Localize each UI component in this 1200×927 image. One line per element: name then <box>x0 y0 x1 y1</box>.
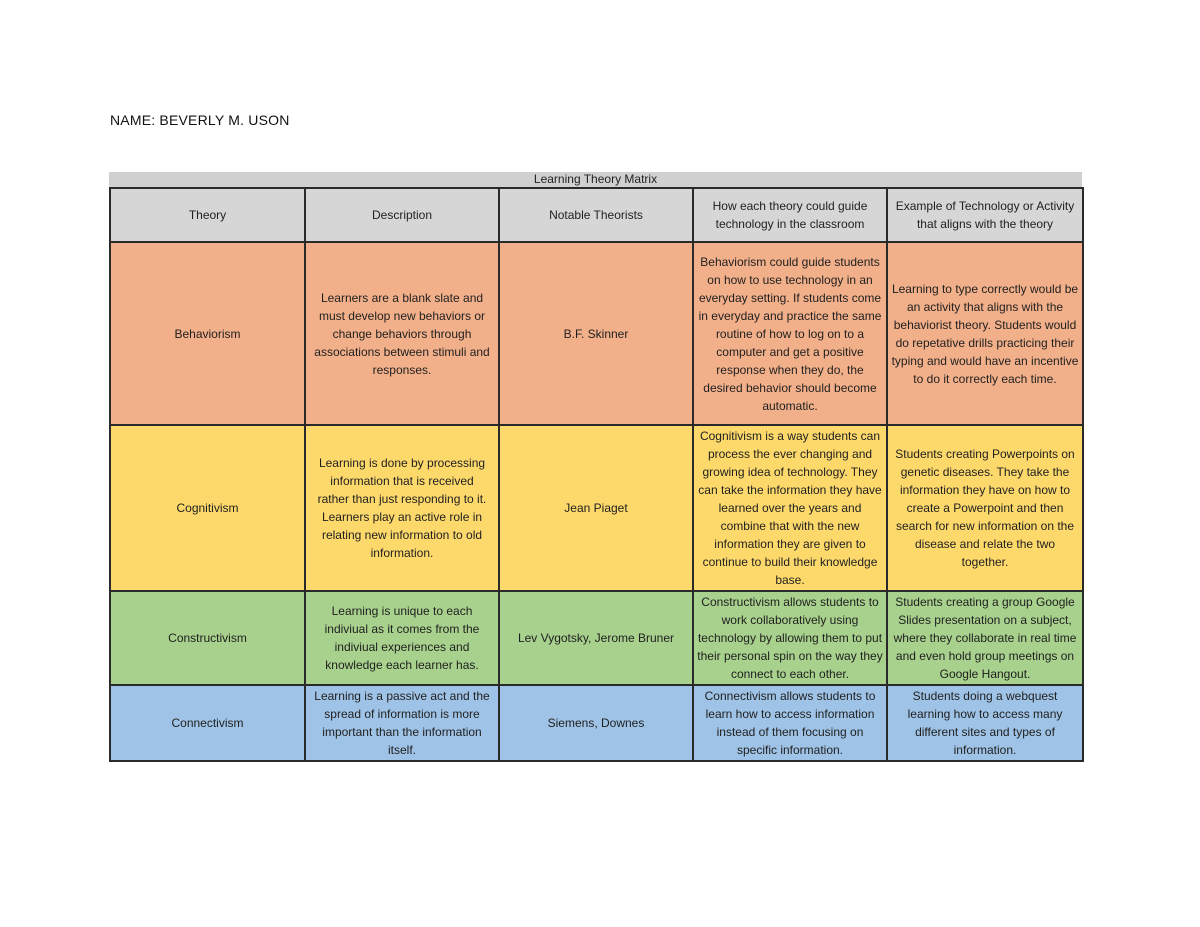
description-text: Learning is done by processing information that is received rather than just responding to it. Learners play an active role in relating new information to old information. <box>317 456 487 560</box>
description-text: Learning is unique to each indiviual as it comes from the indiviual experiences and knowledge each learner has. <box>324 604 480 672</box>
student-name: NAME: BEVERLY M. USON <box>110 112 290 128</box>
theory-cell <box>110 591 305 685</box>
header-description-label: Description <box>371 208 433 222</box>
guide-text: Constructivism allows students to work collaboratively using technology by allowing them to put their personal spin on the way they connect to each other. <box>697 595 883 681</box>
example-text: Students doing a webquest learning how to access many different sites and types of information. <box>907 689 1063 757</box>
example-cell <box>887 591 1083 685</box>
example-text: Students creating Powerpoints on genetic diseases. They take the information they have on how to create a Powerpoint and then search for new information on the disease and relate the two together. <box>895 447 1075 569</box>
header-example-label: Example of Technology or Activity that aligns with the theory <box>895 199 1075 231</box>
guide-cell <box>693 242 887 425</box>
theorists-cell <box>499 591 693 685</box>
theory-name: Constructivism <box>168 631 247 645</box>
example-text: Students creating a group Google Slides presentation on a subject, where they collaborate in real time and even hold group meetings on Google Hangout. <box>893 595 1077 681</box>
theorists-cell <box>499 242 693 425</box>
example-text: Learning to type correctly would be an activity that aligns with the behaviorist theory. Students would do repetative drills practicing their typing and would have an incentive to do it correctly each time. <box>891 281 1079 386</box>
table-row <box>110 685 1083 761</box>
theory-cell <box>110 242 305 425</box>
example-cell <box>887 242 1083 425</box>
table-row <box>110 425 1083 591</box>
theorists-text: Siemens, Downes <box>547 716 645 730</box>
description-cell <box>305 242 499 425</box>
header-theorists-label: Notable Theorists <box>549 208 643 222</box>
header-theory-label: Theory <box>188 208 227 222</box>
matrix-title: Learning Theory Matrix <box>109 172 1082 187</box>
header-theory <box>110 188 305 242</box>
theorists-text: B.F. Skinner <box>563 326 629 341</box>
description-text: Learning is a passive act and the spread of information is more important than the information itself. <box>314 689 490 757</box>
header-description <box>305 188 499 242</box>
header-row <box>110 188 1083 242</box>
theory-name: Cognitivism <box>176 501 239 515</box>
description-cell <box>305 425 499 591</box>
header-theorists <box>499 188 693 242</box>
table-row <box>110 591 1083 685</box>
guide-text: Connectivism allows students to learn how to access information instead of them focusing on specific information. <box>704 689 876 757</box>
header-guide <box>693 188 887 242</box>
theorists-cell <box>499 685 693 761</box>
learning-theory-matrix <box>109 172 1082 762</box>
theory-name: Connectivism <box>171 716 244 730</box>
guide-cell <box>693 591 887 685</box>
header-guide-label: How each theory could guide technology in the classroom <box>712 199 868 231</box>
theorists-text: Jean Piaget <box>564 501 628 515</box>
description-text: Learners are a blank slate and must develop new behaviors or change behaviors through associations between stimuli and responses. <box>314 290 490 377</box>
table-row <box>110 242 1083 425</box>
guide-text: Behaviorism could guide students on how to use technology in an everyday setting. If students come in everyday and practice the same routine of how to log on to a computer and get a positive response when they do, the desired behavior should become automatic. <box>698 254 882 413</box>
example-cell <box>887 685 1083 761</box>
example-cell <box>887 425 1083 591</box>
description-cell <box>305 591 499 685</box>
matrix-table <box>109 187 1084 762</box>
theorists-text: Lev Vygotsky, Jerome Bruner <box>517 631 675 645</box>
theorists-cell <box>499 425 693 591</box>
header-example <box>887 188 1083 242</box>
guide-cell <box>693 425 887 591</box>
guide-cell <box>693 685 887 761</box>
theory-cell <box>110 425 305 591</box>
guide-text: Cognitivism is a way students can process the ever changing and growing idea of technology. They can take the information they have learned over the years and combine that with the new information they are given to continue to build their knowledge base. <box>698 429 882 587</box>
theory-name: Behaviorism <box>174 326 241 341</box>
theory-cell <box>110 685 305 761</box>
description-cell <box>305 685 499 761</box>
